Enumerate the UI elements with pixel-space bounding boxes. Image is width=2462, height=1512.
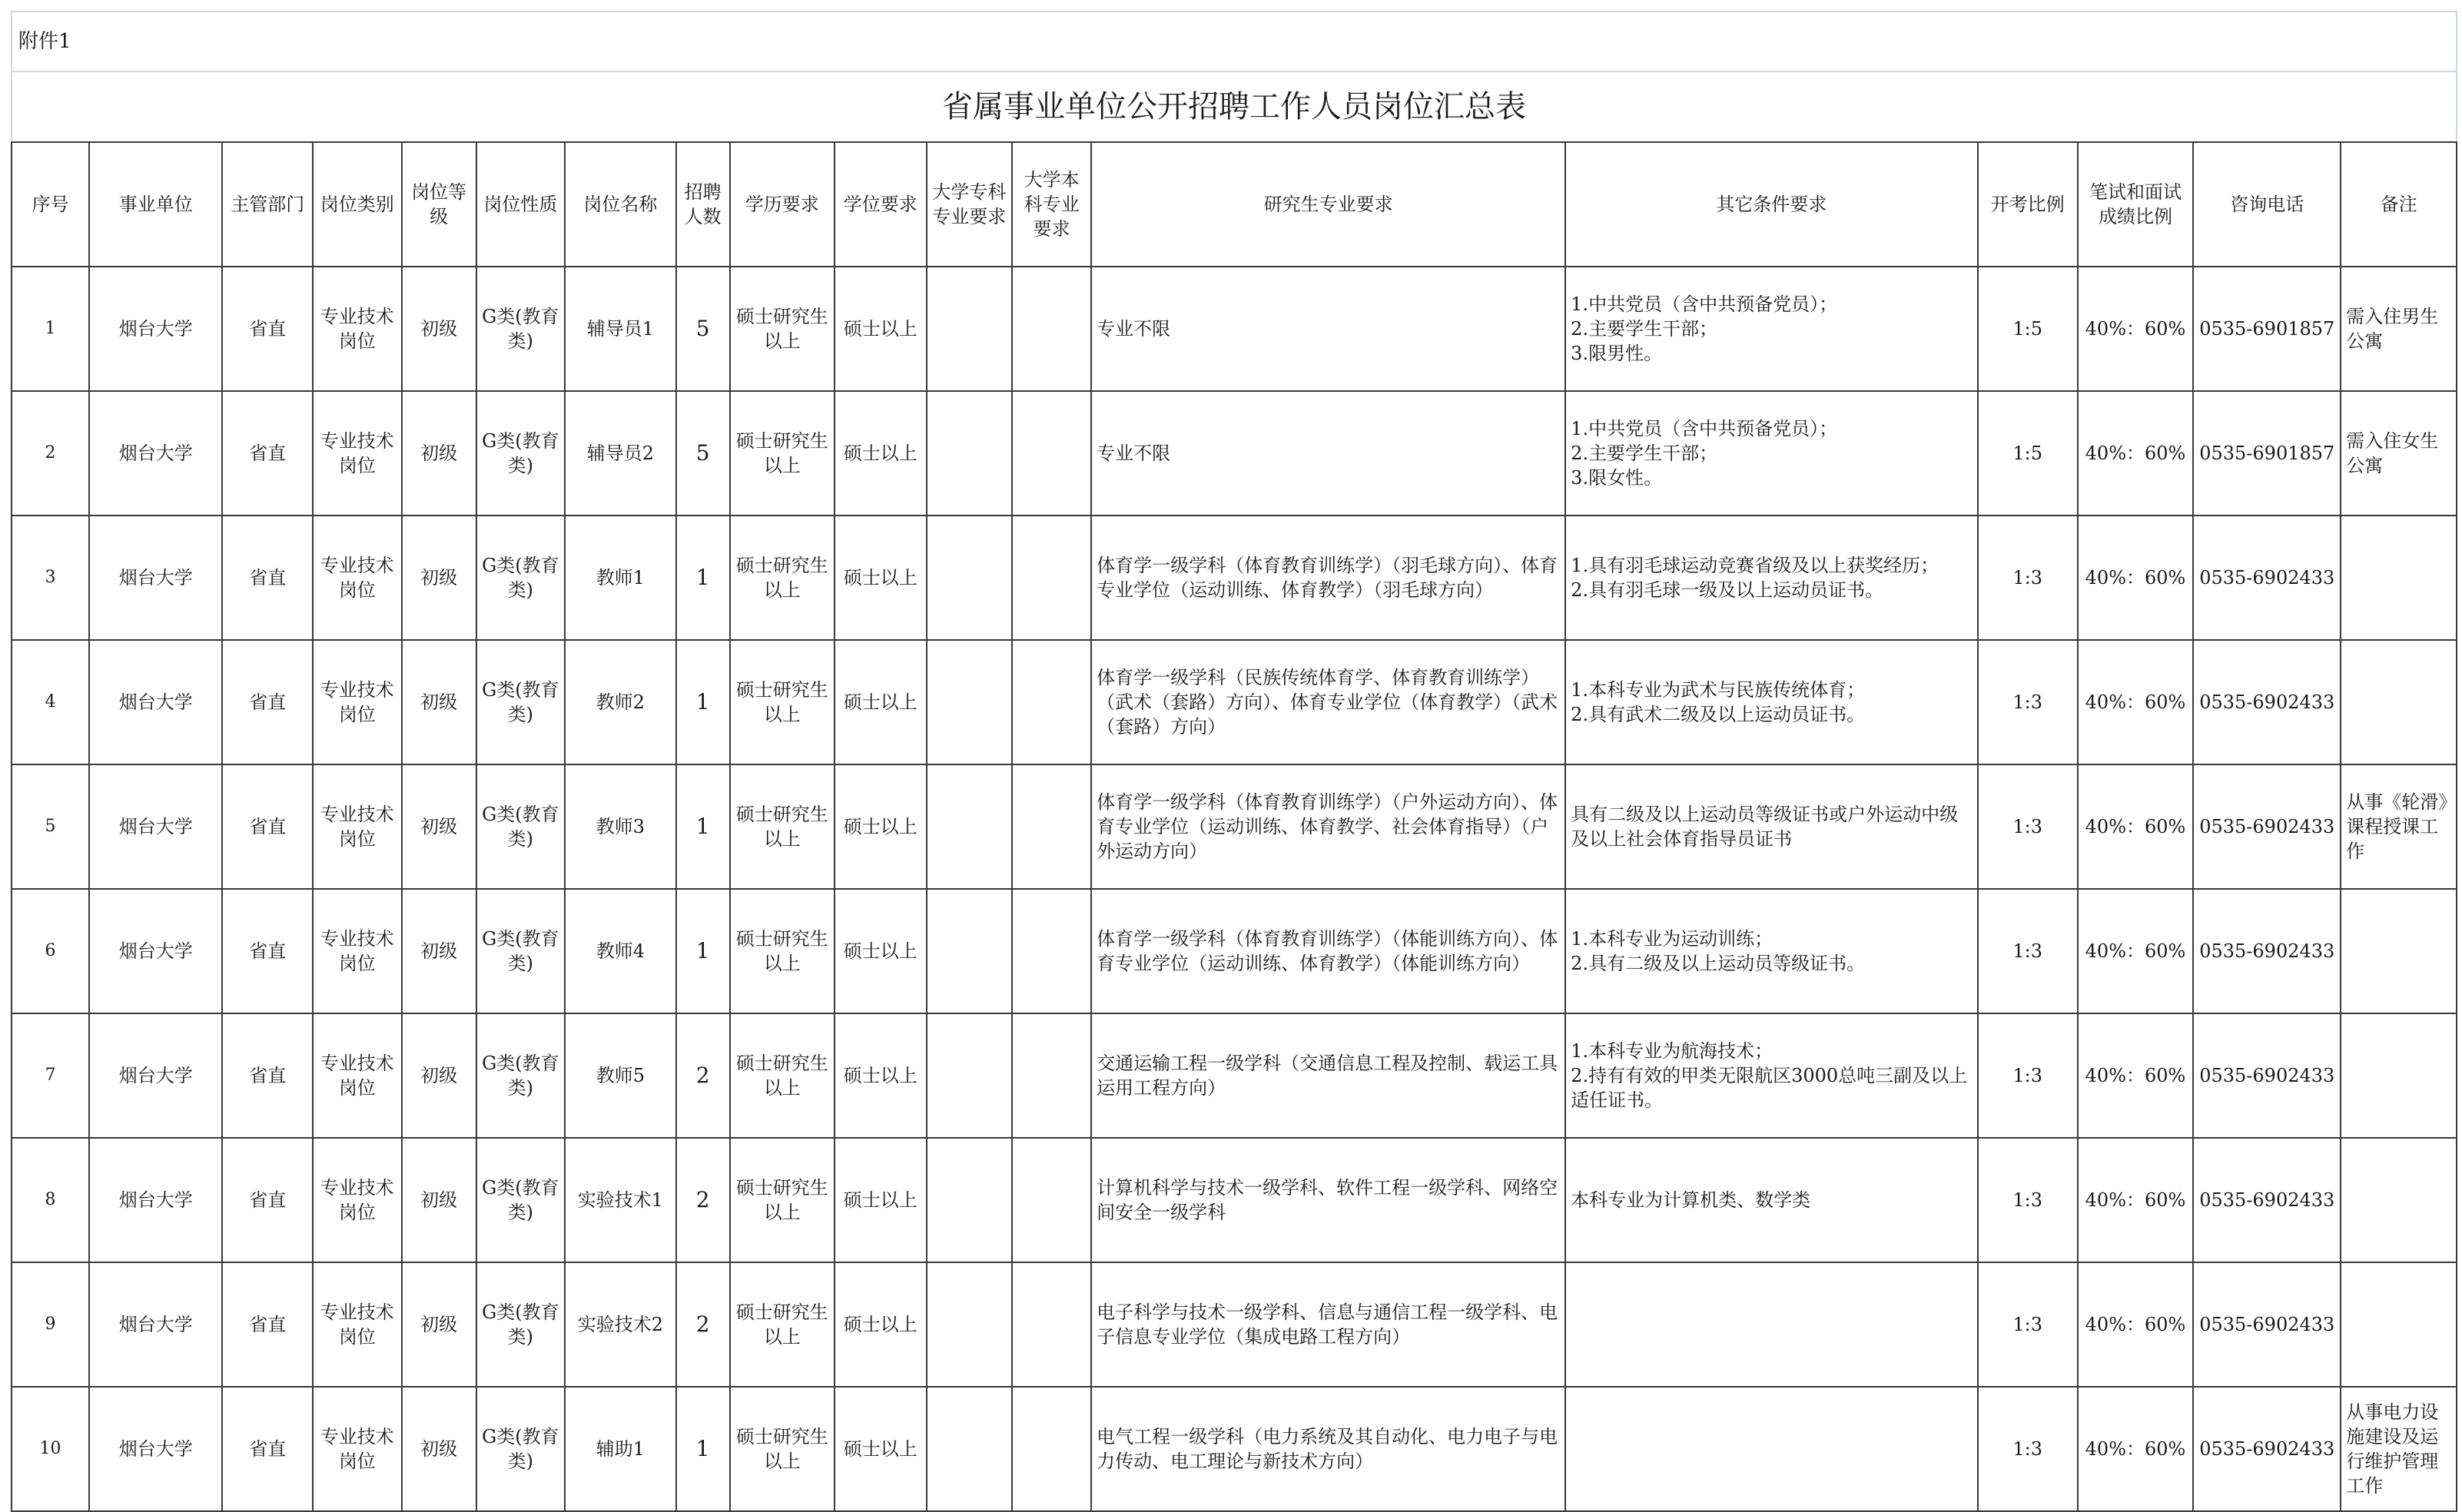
department-cell: 省直 xyxy=(222,1138,313,1262)
unit-cell: 烟台大学 xyxy=(89,1262,222,1387)
attachment-label: 附件1 xyxy=(11,11,2457,71)
nature-cell: G类(教育类) xyxy=(476,1262,566,1387)
level-cell: 初级 xyxy=(402,267,476,391)
unit-cell: 烟台大学 xyxy=(89,1138,222,1262)
unit-cell: 烟台大学 xyxy=(89,640,222,764)
education-cell: 硕士研究生以上 xyxy=(730,516,834,640)
undergrad-major-cell xyxy=(1012,391,1091,516)
nature-cell: G类(教育类) xyxy=(476,889,566,1013)
column-header: 招聘人数 xyxy=(676,142,730,267)
undergrad-major-cell xyxy=(1012,1262,1091,1387)
note-cell: 需入住女生公寓 xyxy=(2341,391,2457,516)
post-name-cell: 教师4 xyxy=(565,889,675,1013)
undergrad-major-cell xyxy=(1012,1387,1091,1511)
phone-cell: 0535-6902433 xyxy=(2193,640,2341,764)
category-cell: 专业技术岗位 xyxy=(313,764,402,889)
category-cell: 专业技术岗位 xyxy=(313,267,402,391)
score-ratio-cell: 40%：60% xyxy=(2078,889,2194,1013)
score-ratio-cell: 40%：60% xyxy=(2078,391,2194,516)
column-header: 岗位性质 xyxy=(476,142,566,267)
undergrad-major-cell xyxy=(1012,267,1091,391)
department-cell: 省直 xyxy=(222,889,313,1013)
education-cell: 硕士研究生以上 xyxy=(730,1262,834,1387)
grad-major-cell: 体育学一级学科（体育教育训练学）（户外运动方向）、体育专业学位（运动训练、体育教学、社会体育指导）（户外运动方向） xyxy=(1091,764,1565,889)
grad-major-cell: 体育学一级学科（民族传统体育学、体育教育训练学）（武术（套路）方向）、体育专业学位（体育教学）（武术（套路）方向） xyxy=(1091,640,1565,764)
education-cell: 硕士研究生以上 xyxy=(730,391,834,516)
other-requirements-cell: 1.本科专业为武术与民族传统体育； 2.具有武术二级及以上运动员证书。 xyxy=(1565,640,1978,764)
department-cell: 省直 xyxy=(222,764,313,889)
count-cell: 1 xyxy=(676,889,730,1013)
note-cell: 从事《轮滑》课程授课工作 xyxy=(2341,764,2457,889)
count-cell: 1 xyxy=(676,764,730,889)
level-cell: 初级 xyxy=(402,1387,476,1511)
exam-ratio-cell: 1:3 xyxy=(1978,889,2078,1013)
score-ratio-cell: 40%：60% xyxy=(2078,516,2194,640)
unit-cell: 烟台大学 xyxy=(89,1387,222,1511)
table-row xyxy=(12,1013,2457,1138)
score-ratio-cell: 40%：60% xyxy=(2078,1138,2194,1262)
level-cell: 初级 xyxy=(402,640,476,764)
positions-table xyxy=(11,141,2457,1512)
note-cell xyxy=(2341,1013,2457,1138)
category-cell: 专业技术岗位 xyxy=(313,1013,402,1138)
post-name-cell: 教师5 xyxy=(565,1013,675,1138)
note-cell: 需入住男生公寓 xyxy=(2341,267,2457,391)
other-requirements-cell: 1.中共党员（含中共预备党员）； 2.主要学生干部； 3.限男性。 xyxy=(1565,267,1978,391)
column-header: 笔试和面试成绩比例 xyxy=(2078,142,2194,267)
education-cell: 硕士研究生以上 xyxy=(730,640,834,764)
note-cell xyxy=(2341,1262,2457,1387)
other-requirements-cell: 本科专业为计算机类、数学类 xyxy=(1565,1138,1978,1262)
column-header: 主管部门 xyxy=(222,142,313,267)
nature-cell: G类(教育类) xyxy=(476,1013,566,1138)
column-header: 大学本科专业要求 xyxy=(1012,142,1091,267)
level-cell: 初级 xyxy=(402,1138,476,1262)
department-cell: 省直 xyxy=(222,1262,313,1387)
unit-cell: 烟台大学 xyxy=(89,764,222,889)
exam-ratio-cell: 1:5 xyxy=(1978,391,2078,516)
count-cell: 2 xyxy=(676,1262,730,1387)
education-cell: 硕士研究生以上 xyxy=(730,1387,834,1511)
nature-cell: G类(教育类) xyxy=(476,267,566,391)
note-cell xyxy=(2341,516,2457,640)
row-number-cell: 10 xyxy=(12,1387,89,1511)
column-header: 事业单位 xyxy=(89,142,222,267)
nature-cell: G类(教育类) xyxy=(476,640,566,764)
column-header: 岗位等级 xyxy=(402,142,476,267)
count-cell: 1 xyxy=(676,516,730,640)
row-number-cell: 1 xyxy=(12,267,89,391)
column-header: 其它条件要求 xyxy=(1565,142,1978,267)
count-cell: 2 xyxy=(676,1138,730,1262)
count-cell: 1 xyxy=(676,640,730,764)
count-cell: 1 xyxy=(676,1387,730,1511)
department-cell: 省直 xyxy=(222,391,313,516)
row-number-cell: 4 xyxy=(12,640,89,764)
post-name-cell: 教师3 xyxy=(565,764,675,889)
department-cell: 省直 xyxy=(222,1387,313,1511)
column-header: 备注 xyxy=(2341,142,2457,267)
table-body xyxy=(12,267,2457,1511)
college-major-cell xyxy=(927,1387,1012,1511)
post-name-cell: 实验技术2 xyxy=(565,1262,675,1387)
category-cell: 专业技术岗位 xyxy=(313,1138,402,1262)
unit-cell: 烟台大学 xyxy=(89,267,222,391)
grad-major-cell: 专业不限 xyxy=(1091,267,1565,391)
degree-cell: 硕士以上 xyxy=(834,764,927,889)
post-name-cell: 辅助1 xyxy=(565,1387,675,1511)
phone-cell: 0535-6902433 xyxy=(2193,516,2341,640)
level-cell: 初级 xyxy=(402,764,476,889)
unit-cell: 烟台大学 xyxy=(89,391,222,516)
degree-cell: 硕士以上 xyxy=(834,889,927,1013)
table-row xyxy=(12,640,2457,764)
post-name-cell: 教师1 xyxy=(565,516,675,640)
note-cell: 从事电力设施建设及运行维护管理工作 xyxy=(2341,1387,2457,1511)
table-row xyxy=(12,267,2457,391)
column-header: 学历要求 xyxy=(730,142,834,267)
column-header: 学位要求 xyxy=(834,142,927,267)
note-cell xyxy=(2341,640,2457,764)
count-cell: 5 xyxy=(676,391,730,516)
education-cell: 硕士研究生以上 xyxy=(730,764,834,889)
nature-cell: G类(教育类) xyxy=(476,764,566,889)
exam-ratio-cell: 1:3 xyxy=(1978,1013,2078,1138)
exam-ratio-cell: 1:3 xyxy=(1978,516,2078,640)
score-ratio-cell: 40%：60% xyxy=(2078,267,2194,391)
phone-cell: 0535-6901857 xyxy=(2193,391,2341,516)
other-requirements-cell xyxy=(1565,1262,1978,1387)
other-requirements-cell: 具有二级及以上运动员等级证书或户外运动中级及以上社会体育指导员证书 xyxy=(1565,764,1978,889)
level-cell: 初级 xyxy=(402,516,476,640)
phone-cell: 0535-6902433 xyxy=(2193,1138,2341,1262)
level-cell: 初级 xyxy=(402,1013,476,1138)
other-requirements-cell: 1.本科专业为航海技术； 2.持有有效的甲类无限航区3000总吨三副及以上适任证书。 xyxy=(1565,1013,1978,1138)
post-name-cell: 实验技术1 xyxy=(565,1138,675,1262)
other-requirements-cell: 1.中共党员（含中共预备党员）； 2.主要学生干部； 3.限女性。 xyxy=(1565,391,1978,516)
table-row xyxy=(12,764,2457,889)
degree-cell: 硕士以上 xyxy=(834,640,927,764)
post-name-cell: 辅导员1 xyxy=(565,267,675,391)
department-cell: 省直 xyxy=(222,267,313,391)
row-number-cell: 9 xyxy=(12,1262,89,1387)
undergrad-major-cell xyxy=(1012,640,1091,764)
table-row xyxy=(12,1387,2457,1511)
column-header: 研究生专业要求 xyxy=(1091,142,1565,267)
unit-cell: 烟台大学 xyxy=(89,1013,222,1138)
degree-cell: 硕士以上 xyxy=(834,1387,927,1511)
college-major-cell xyxy=(927,764,1012,889)
department-cell: 省直 xyxy=(222,516,313,640)
level-cell: 初级 xyxy=(402,1262,476,1387)
exam-ratio-cell: 1:3 xyxy=(1978,1387,2078,1511)
exam-ratio-cell: 1:3 xyxy=(1978,1138,2078,1262)
undergrad-major-cell xyxy=(1012,1138,1091,1262)
level-cell: 初级 xyxy=(402,889,476,1013)
count-cell: 5 xyxy=(676,267,730,391)
score-ratio-cell: 40%：60% xyxy=(2078,1013,2194,1138)
exam-ratio-cell: 1:3 xyxy=(1978,640,2078,764)
grad-major-cell: 体育学一级学科（体育教育训练学）（羽毛球方向）、体育专业学位（运动训练、体育教学）（羽毛球方向） xyxy=(1091,516,1565,640)
phone-cell: 0535-6901857 xyxy=(2193,267,2341,391)
table-row xyxy=(12,391,2457,516)
phone-cell: 0535-6902433 xyxy=(2193,764,2341,889)
phone-cell: 0535-6902433 xyxy=(2193,1262,2341,1387)
exam-ratio-cell: 1:3 xyxy=(1978,764,2078,889)
category-cell: 专业技术岗位 xyxy=(313,640,402,764)
education-cell: 硕士研究生以上 xyxy=(730,267,834,391)
count-cell: 2 xyxy=(676,1013,730,1138)
department-cell: 省直 xyxy=(222,1013,313,1138)
college-major-cell xyxy=(927,1262,1012,1387)
grad-major-cell: 专业不限 xyxy=(1091,391,1565,516)
grad-major-cell: 电气工程一级学科（电力系统及其自动化、电力电子与电力传动、电工理论与新技术方向） xyxy=(1091,1387,1565,1511)
column-header: 咨询电话 xyxy=(2193,142,2341,267)
degree-cell: 硕士以上 xyxy=(834,1262,927,1387)
nature-cell: G类(教育类) xyxy=(476,391,566,516)
degree-cell: 硕士以上 xyxy=(834,1013,927,1138)
college-major-cell xyxy=(927,1138,1012,1262)
college-major-cell xyxy=(927,516,1012,640)
education-cell: 硕士研究生以上 xyxy=(730,889,834,1013)
phone-cell: 0535-6902433 xyxy=(2193,1013,2341,1138)
column-header: 岗位类别 xyxy=(313,142,402,267)
column-header: 开考比例 xyxy=(1978,142,2078,267)
undergrad-major-cell xyxy=(1012,516,1091,640)
phone-cell: 0535-6902433 xyxy=(2193,1387,2341,1511)
college-major-cell xyxy=(927,889,1012,1013)
row-number-cell: 8 xyxy=(12,1138,89,1262)
column-header: 岗位名称 xyxy=(565,142,675,267)
column-header: 大学专科专业要求 xyxy=(927,142,1012,267)
college-major-cell xyxy=(927,267,1012,391)
other-requirements-cell: 1.具有羽毛球运动竞赛省级及以上获奖经历； 2.具有羽毛球一级及以上运动员证书。 xyxy=(1565,516,1978,640)
table-row xyxy=(12,516,2457,640)
row-number-cell: 6 xyxy=(12,889,89,1013)
post-name-cell: 辅导员2 xyxy=(565,391,675,516)
level-cell: 初级 xyxy=(402,391,476,516)
college-major-cell xyxy=(927,1013,1012,1138)
education-cell: 硕士研究生以上 xyxy=(730,1138,834,1262)
grad-major-cell: 体育学一级学科（体育教育训练学）（体能训练方向）、体育专业学位（运动训练、体育教学）（体能训练方向） xyxy=(1091,889,1565,1013)
exam-ratio-cell: 1:3 xyxy=(1978,1262,2078,1387)
grad-major-cell: 电子科学与技术一级学科、信息与通信工程一级学科、电子信息专业学位（集成电路工程方向） xyxy=(1091,1262,1565,1387)
nature-cell: G类(教育类) xyxy=(476,1138,566,1262)
degree-cell: 硕士以上 xyxy=(834,1138,927,1262)
score-ratio-cell: 40%：60% xyxy=(2078,1262,2194,1387)
note-cell xyxy=(2341,889,2457,1013)
table-row xyxy=(12,1262,2457,1387)
degree-cell: 硕士以上 xyxy=(834,391,927,516)
unit-cell: 烟台大学 xyxy=(89,516,222,640)
other-requirements-cell: 1.本科专业为运动训练； 2.具有二级及以上运动员等级证书。 xyxy=(1565,889,1978,1013)
score-ratio-cell: 40%：60% xyxy=(2078,1387,2194,1511)
degree-cell: 硕士以上 xyxy=(834,516,927,640)
undergrad-major-cell xyxy=(1012,764,1091,889)
college-major-cell xyxy=(927,391,1012,516)
category-cell: 专业技术岗位 xyxy=(313,1387,402,1511)
column-header: 序号 xyxy=(12,142,89,267)
post-name-cell: 教师2 xyxy=(565,640,675,764)
page-title: 省属事业单位公开招聘工作人员岗位汇总表 xyxy=(11,71,2457,141)
category-cell: 专业技术岗位 xyxy=(313,889,402,1013)
category-cell: 专业技术岗位 xyxy=(313,1262,402,1387)
degree-cell: 硕士以上 xyxy=(834,267,927,391)
grad-major-cell: 交通运输工程一级学科（交通信息工程及控制、载运工具运用工程方向） xyxy=(1091,1013,1565,1138)
score-ratio-cell: 40%：60% xyxy=(2078,764,2194,889)
nature-cell: G类(教育类) xyxy=(476,516,566,640)
table-row xyxy=(12,1138,2457,1262)
row-number-cell: 2 xyxy=(12,391,89,516)
category-cell: 专业技术岗位 xyxy=(313,516,402,640)
spreadsheet xyxy=(11,11,2457,1512)
score-ratio-cell: 40%：60% xyxy=(2078,640,2194,764)
grad-major-cell: 计算机科学与技术一级学科、软件工程一级学科、网络空间安全一级学科 xyxy=(1091,1138,1565,1262)
row-number-cell: 3 xyxy=(12,516,89,640)
phone-cell: 0535-6902433 xyxy=(2193,889,2341,1013)
other-requirements-cell xyxy=(1565,1387,1978,1511)
note-cell xyxy=(2341,1138,2457,1262)
header-row xyxy=(12,142,2457,267)
exam-ratio-cell: 1:5 xyxy=(1978,267,2078,391)
undergrad-major-cell xyxy=(1012,1013,1091,1138)
department-cell: 省直 xyxy=(222,640,313,764)
row-number-cell: 5 xyxy=(12,764,89,889)
nature-cell: G类(教育类) xyxy=(476,1387,566,1511)
education-cell: 硕士研究生以上 xyxy=(730,1013,834,1138)
college-major-cell xyxy=(927,640,1012,764)
unit-cell: 烟台大学 xyxy=(89,889,222,1013)
undergrad-major-cell xyxy=(1012,889,1091,1013)
row-number-cell: 7 xyxy=(12,1013,89,1138)
category-cell: 专业技术岗位 xyxy=(313,391,402,516)
table-row xyxy=(12,889,2457,1013)
